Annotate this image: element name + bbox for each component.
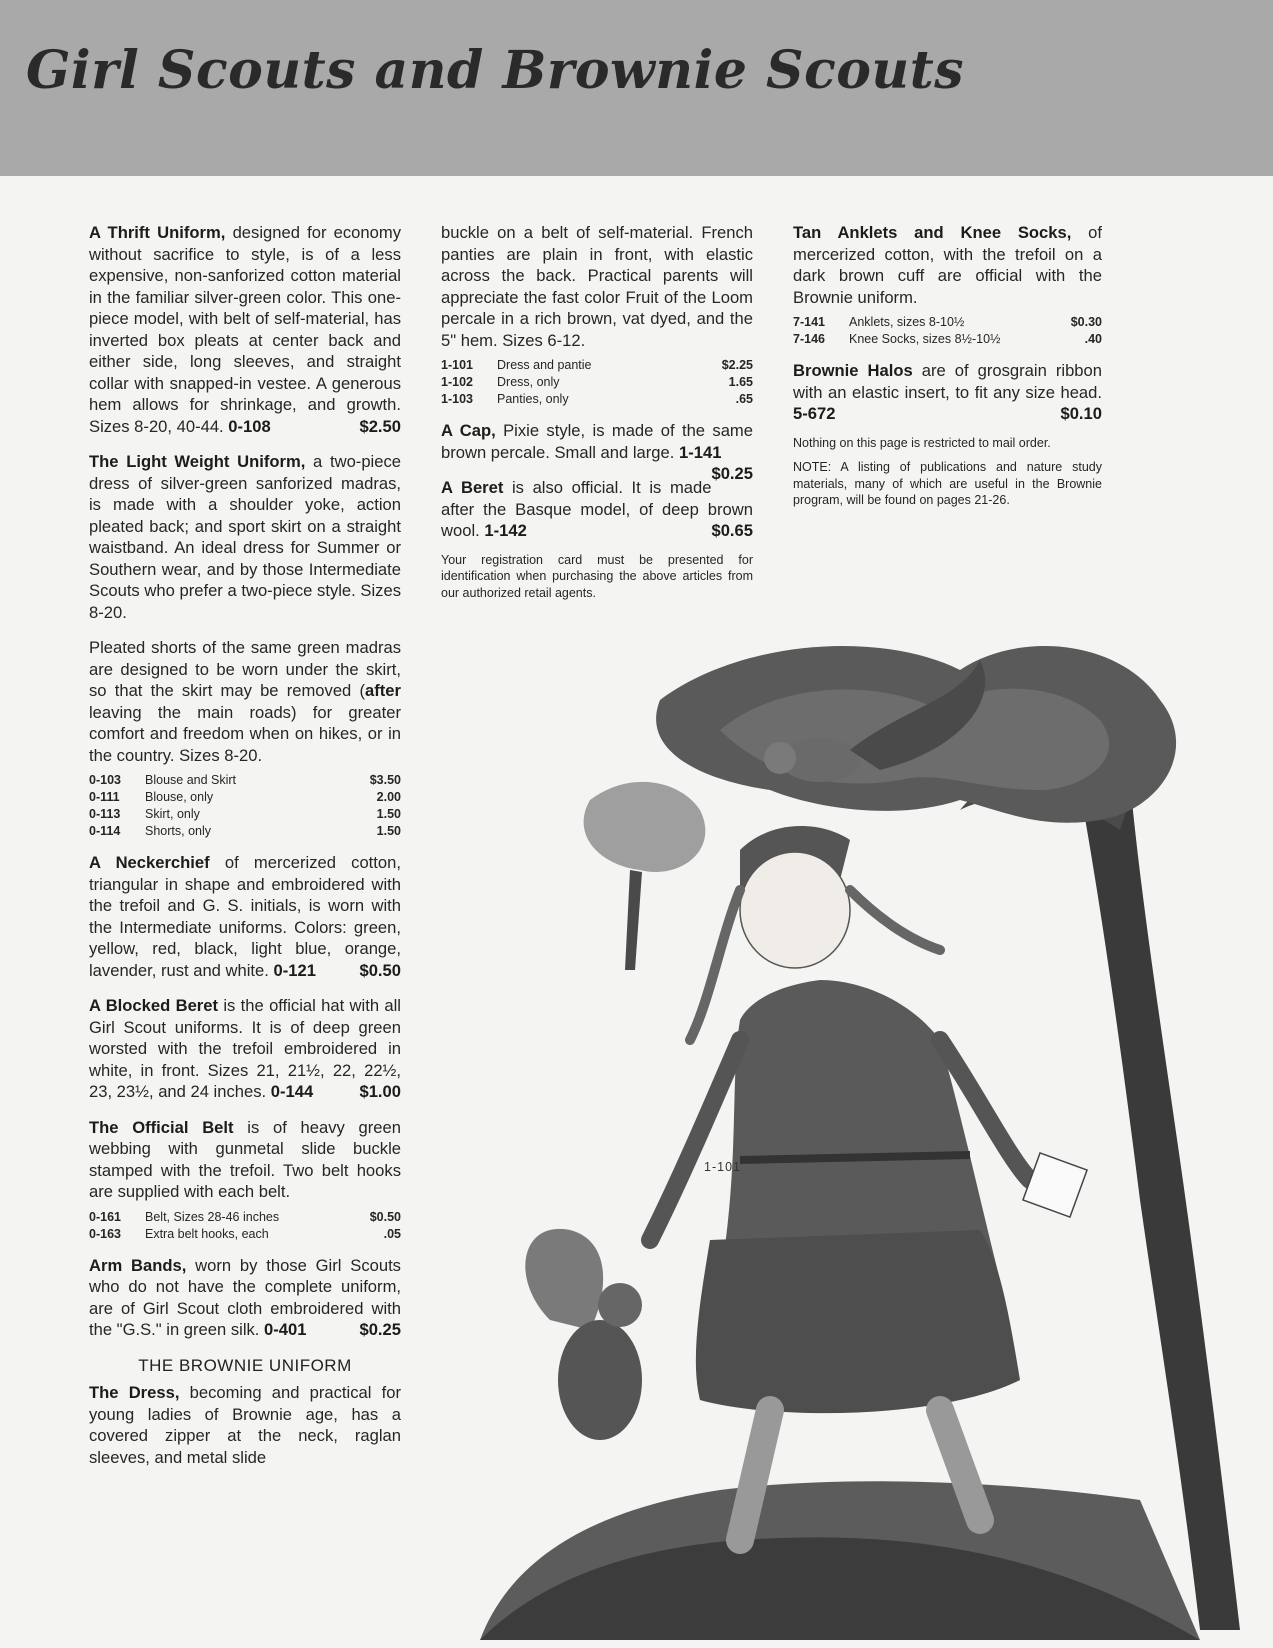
item-desc: Blouse and Skirt: [145, 773, 237, 787]
blocked-beret-code: 0-144: [270, 1082, 314, 1101]
brownie-dress-text: becoming and practical for young ladies of Brownie age, has a covered zipper at the neck, raglan sleeves, and metal slide: [89, 1383, 401, 1467]
thrift-uniform-text: designed for economy without sacrifice to style, is of a less expensive, non-sanforized cotton material in the familiar silver-green color. This one-piece model, with belt of self-material, has inverted box pleats at center back and either side, long sleeves, and straight collar with snapped-in vestee. A generous hem allows for shrinkage, and growth. Sizes 8-20, 40-44.: [89, 223, 401, 436]
item-desc: Belt, Sizes 28-46 inches: [145, 1209, 280, 1224]
price-row: [89, 789, 401, 806]
anklets-price-list: [793, 314, 1102, 348]
halos-code: 5-672: [793, 404, 836, 423]
anklets-paragraph: [793, 222, 1102, 308]
neckerchief-title: A Neckerchief: [89, 853, 210, 872]
light-weight-uniform-text: a two-piece dress of silver-green sanforized madras, is made with a shoulder yoke, action pleated back; and sport skirt on a straight waistband. An ideal dress for Summer or Southern wear, and by those Intermediate Scouts who prefer a two-piece style. Sizes 8-20.: [89, 452, 401, 622]
item-desc: Dress, only: [497, 375, 560, 389]
neckerchief-price: $0.50: [359, 960, 401, 980]
price-row: [793, 314, 1102, 331]
blocked-beret-paragraph: [89, 995, 401, 1103]
girl-illustration: [650, 826, 1087, 1540]
item-desc: Skirt, only: [145, 807, 200, 821]
item-code: 1-103: [441, 392, 473, 406]
neckerchief-text: of mercerized cotton, triangular in shape and embroidered with the trefoil and G. S. initials, is worn with the Intermediate uniforms. Colors: green, yellow, red, black, light blue, orange, lavender, rust and white.: [89, 853, 401, 980]
item-price: $2.25: [721, 358, 753, 372]
item-desc: Extra belt hooks, each: [145, 1226, 269, 1241]
item-price: 1.50: [376, 807, 401, 821]
item-code: 1-102: [441, 375, 473, 389]
beret-text: is also official. It is made after the Basque model, of deep brown wool.: [441, 478, 753, 540]
brownie-dress-text-continued: buckle on a belt of self-material. French panties are plain in front, with elastic across the back. Practical parents will appreciate the fast color Fruit of the Loom percale in a rich brown, vat dyed, and the 5" hem. Sizes 6-12.: [441, 223, 753, 350]
item-code: 0-114: [89, 824, 121, 838]
cap-paragraph: [441, 420, 753, 483]
light-weight-price-list: [89, 772, 401, 840]
arm-bands-text: worn by those Girl Scouts who do not have the complete uniform, are of Girl Scout cloth embroidered with the "G.S." in green silk.: [89, 1255, 401, 1339]
beret-code: 1-142: [484, 521, 527, 540]
item-price: 1.50: [376, 824, 401, 838]
price-row: [89, 1226, 401, 1243]
item-desc: Blouse, only: [145, 790, 214, 804]
shorts-bold: after: [365, 681, 401, 700]
item-desc: Panties, only: [497, 392, 569, 406]
item-code: 0-161: [89, 1209, 121, 1224]
thrift-uniform-paragraph: [89, 222, 401, 437]
brownie-dress-continued: [441, 222, 753, 351]
beret-price: $0.65: [711, 521, 753, 540]
item-price: $3.50: [369, 773, 401, 787]
light-weight-uniform-title: The Light Weight Uniform,: [89, 452, 306, 471]
halos-price: $0.10: [1060, 404, 1102, 423]
price-row: [441, 391, 753, 408]
anklets-text: of mercerized cotton, with the trefoil on a dark brown cuff are official with the Brownie uniform.: [793, 223, 1102, 307]
arm-bands-title: Arm Bands,: [89, 1255, 187, 1275]
neckerchief-paragraph: [89, 852, 401, 981]
item-price: .65: [735, 392, 753, 406]
brownie-scout-illustration: [440, 640, 1240, 1640]
brownie-dress-price-list: [441, 357, 753, 408]
item-desc: Anklets, sizes 8-10½: [849, 315, 965, 329]
cap-code: 1-141: [678, 442, 722, 462]
item-price: $0.30: [1070, 315, 1102, 329]
price-row: [793, 331, 1102, 348]
item-code: 1-101: [441, 358, 473, 372]
price-row: [441, 357, 753, 374]
official-belt-paragraph: [89, 1117, 401, 1203]
shorts-text-2: leaving the main roads) for greater comfort and freedom when on hikes, or in the country. Sizes 8-20.: [89, 702, 401, 765]
item-code: 0-111: [89, 790, 120, 804]
blocked-beret-text: is the official hat with all Girl Scout uniforms. It is of deep green worsted with the trefoil embroidered in white, in front. Sizes 21, 21½, 22, 22½, 23, 23½, and 24 inches.: [89, 996, 401, 1101]
halos-title: Brownie Halos: [793, 361, 913, 380]
brownie-dress-paragraph: [89, 1382, 401, 1468]
item-price: .40: [1084, 332, 1102, 346]
anklets-title: Tan Anklets and Knee Socks,: [793, 223, 1072, 242]
mail-order-note: Nothing on this page is restricted to mail order.: [793, 435, 1051, 450]
light-weight-uniform-paragraph: [89, 451, 401, 623]
official-belt-title: The Official Belt: [89, 1117, 234, 1137]
halos-paragraph: [793, 360, 1102, 425]
neckerchief-code: 0-121: [273, 960, 316, 980]
page-title: Girl Scouts and Brownie Scouts: [26, 40, 965, 101]
publications-note: NOTE: A listing of publications and nature study materials, many of which are useful in the Brownie program, will be found on pages 21-26.: [793, 460, 1102, 507]
ground-illustration: [480, 1481, 1200, 1640]
column-right: [793, 222, 1102, 521]
belt-price-list: [89, 1209, 401, 1243]
price-row: [89, 806, 401, 823]
shorts-paragraph: [89, 637, 401, 766]
official-belt-text: is of heavy green webbing with gunmetal slide buckle stamped with the trefoil. Two belt hooks are supplied with each belt.: [89, 1117, 401, 1201]
blocked-beret-price: $1.00: [359, 1082, 401, 1101]
item-price: 2.00: [376, 790, 401, 804]
item-desc: Dress and pantie: [497, 358, 592, 372]
item-code: 0-113: [89, 807, 121, 821]
column-middle: [441, 222, 753, 613]
item-code: 7-141: [793, 315, 825, 329]
item-code: 0-103: [89, 773, 121, 787]
price-row: [89, 772, 401, 789]
arm-bands-code: 0-401: [264, 1320, 307, 1339]
beret-paragraph: [441, 477, 753, 542]
thrift-uniform-title: A Thrift Uniform,: [89, 223, 226, 242]
shorts-text-1: Pleated shorts of the same green madras are designed to be worn under the skirt, so that the skirt may be removed (: [89, 638, 401, 700]
brownie-dress-title: The Dress,: [89, 1383, 180, 1402]
beret-title: A Beret: [441, 478, 504, 497]
item-price: 1.65: [728, 375, 753, 389]
halos-text: are of grosgrain ribbon with an elastic insert, to fit any size head.: [793, 361, 1102, 402]
column-left: [89, 222, 401, 1482]
thrift-uniform-code: 0-108: [228, 416, 271, 436]
cap-price: $0.25: [711, 464, 753, 483]
item-desc: Shorts, only: [145, 824, 212, 838]
item-price: $0.50: [369, 1209, 401, 1224]
illustration-caption: 1-101: [704, 1160, 741, 1174]
arm-bands-paragraph: [89, 1255, 401, 1341]
item-price: .05: [383, 1226, 401, 1241]
item-code: 0-163: [89, 1226, 121, 1241]
registration-note: Your registration card must be presented for identification when purchasing the above articles from our authorized retail agents.: [441, 552, 753, 600]
cap-text: Pixie style, is made of the same brown percale. Small and large.: [441, 421, 753, 462]
item-code: 7-146: [793, 332, 825, 346]
arm-bands-price: $0.25: [359, 1320, 401, 1339]
squirrel-on-ground-illustration: [525, 1229, 642, 1440]
item-desc: Knee Socks, sizes 8½-10½: [849, 332, 1001, 346]
title-banner: [0, 0, 1273, 176]
price-row: [89, 1209, 401, 1226]
cap-title: A Cap,: [441, 421, 496, 440]
blocked-beret-title: A Blocked Beret: [89, 996, 219, 1015]
thrift-uniform-price: $2.50: [359, 416, 401, 436]
brownie-uniform-heading: THE BROWNIE UNIFORM: [138, 1355, 352, 1375]
price-row: [89, 823, 401, 840]
price-row: [441, 374, 753, 391]
